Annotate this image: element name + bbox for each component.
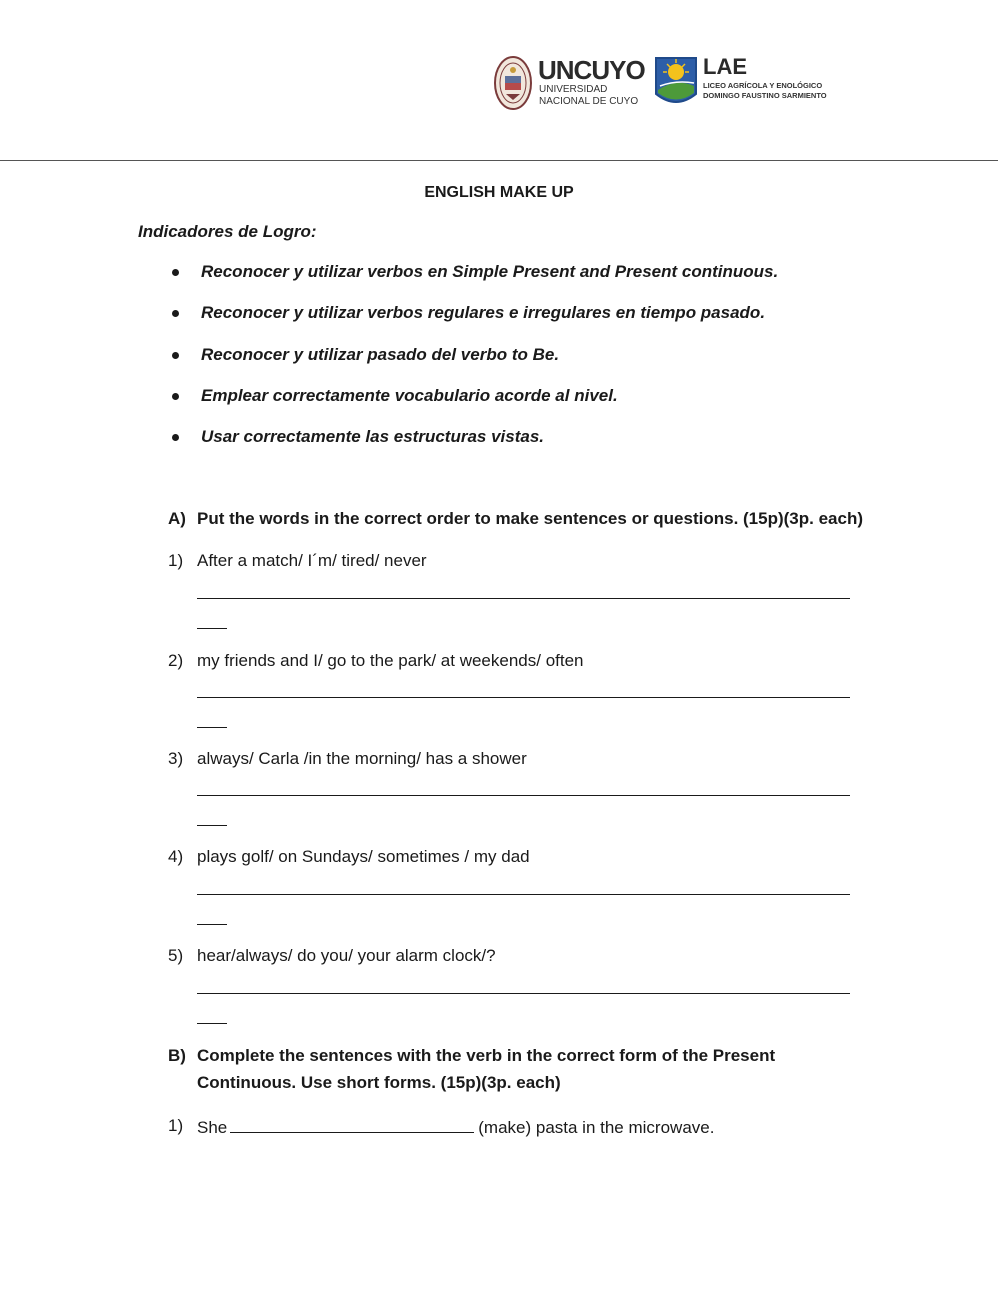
- bullet-icon: [172, 393, 179, 400]
- lae-wordmark: LAE: [703, 54, 747, 79]
- answer-line[interactable]: [197, 894, 850, 895]
- sentence-start: She: [197, 1118, 228, 1137]
- answer-line[interactable]: [197, 598, 850, 599]
- question-text: my friends and I/ go to the park/ at weekends/ often: [197, 651, 584, 670]
- indicator-item: [170, 303, 778, 344]
- answer-line[interactable]: [197, 795, 850, 796]
- question-text: hear/always/ do you/ your alarm clock/?: [197, 946, 496, 965]
- question-number: 2): [168, 651, 184, 670]
- section-b-marker: B): [168, 1046, 186, 1065]
- indicator-item: [170, 262, 778, 303]
- question-text: always/ Carla /in the morning/ has a shower: [197, 749, 527, 768]
- indicators-heading: Indicadores de Logro:: [138, 222, 317, 241]
- answer-line-continuation[interactable]: [197, 727, 227, 728]
- header-logos: [494, 54, 827, 114]
- answer-line-continuation[interactable]: [197, 825, 227, 826]
- indicators-list: [170, 262, 778, 468]
- bullet-icon: [172, 434, 179, 441]
- section-b-instruction-line1: Complete the sentences with the verb in the correct form of the Present: [197, 1046, 776, 1065]
- bullet-icon: [172, 310, 179, 317]
- uncuyo-subtitle-line2: NACIONAL DE CUYO: [539, 96, 639, 107]
- lae-logo: [654, 54, 827, 112]
- indicator-item: [170, 345, 778, 386]
- document-title: ENGLISH MAKE UP: [424, 184, 574, 201]
- question-text: After a match/ I´m/ tired/ never: [197, 551, 427, 570]
- fill-in-sentence: [197, 1116, 714, 1138]
- answer-line-continuation[interactable]: [197, 628, 227, 629]
- question-number: 5): [168, 946, 184, 965]
- question-number: 3): [168, 749, 184, 768]
- section-b-instruction-line2: Continuous. Use short forms. (15p)(3p. each): [197, 1073, 561, 1092]
- question-number: 1): [168, 551, 184, 570]
- uncuyo-logo: [494, 54, 645, 114]
- indicator-item: [170, 386, 778, 427]
- answer-line[interactable]: [197, 993, 850, 994]
- indicator-text: Reconocer y utilizar pasado del verbo to Be.: [201, 344, 560, 364]
- sentence-end: (make) pasta in the microwave.: [478, 1118, 715, 1137]
- lae-subtitle-line2: DOMINGO FAUSTINO SARMIENTO: [703, 91, 827, 100]
- university-seal-icon: [494, 56, 532, 110]
- answer-line-continuation[interactable]: [197, 924, 227, 925]
- bullet-icon: [172, 352, 179, 359]
- uncuyo-subtitle: [539, 84, 638, 108]
- question-number: 1): [168, 1116, 184, 1135]
- answer-line[interactable]: [197, 697, 850, 698]
- uncuyo-subtitle-line1: UNIVERSIDAD: [539, 84, 608, 95]
- uncuyo-wordmark: UNCUYO: [538, 55, 645, 85]
- header-divider: [0, 160, 998, 161]
- section-a-marker: A): [168, 509, 186, 528]
- section-a-instruction: Put the words in the correct order to make sentences or questions. (15p)(3p. each): [197, 509, 863, 528]
- bullet-icon: [172, 269, 179, 276]
- lae-subtitle-line1: LICEO AGRÍCOLA Y ENOLÓGICO: [703, 81, 823, 90]
- indicator-text: Reconocer y utilizar verbos regulares e irregulares en tiempo pasado.: [201, 303, 766, 323]
- question-number: 4): [168, 847, 184, 866]
- question-text: plays golf/ on Sundays/ sometimes / my dad: [197, 847, 530, 866]
- lae-subtitle: [703, 81, 827, 101]
- indicator-item: [170, 427, 778, 468]
- indicator-text: Emplear correctamente vocabulario acorde al nivel.: [201, 385, 618, 405]
- answer-line-continuation[interactable]: [197, 1023, 227, 1024]
- section-b-instruction: [197, 1042, 775, 1096]
- indicator-text: Usar correctamente las estructuras vistas.: [201, 427, 545, 447]
- indicator-text: Reconocer y utilizar verbos en Simple Present and Present continuous.: [201, 262, 779, 281]
- lae-shield-icon: [654, 56, 698, 110]
- answer-blank[interactable]: [230, 1116, 474, 1133]
